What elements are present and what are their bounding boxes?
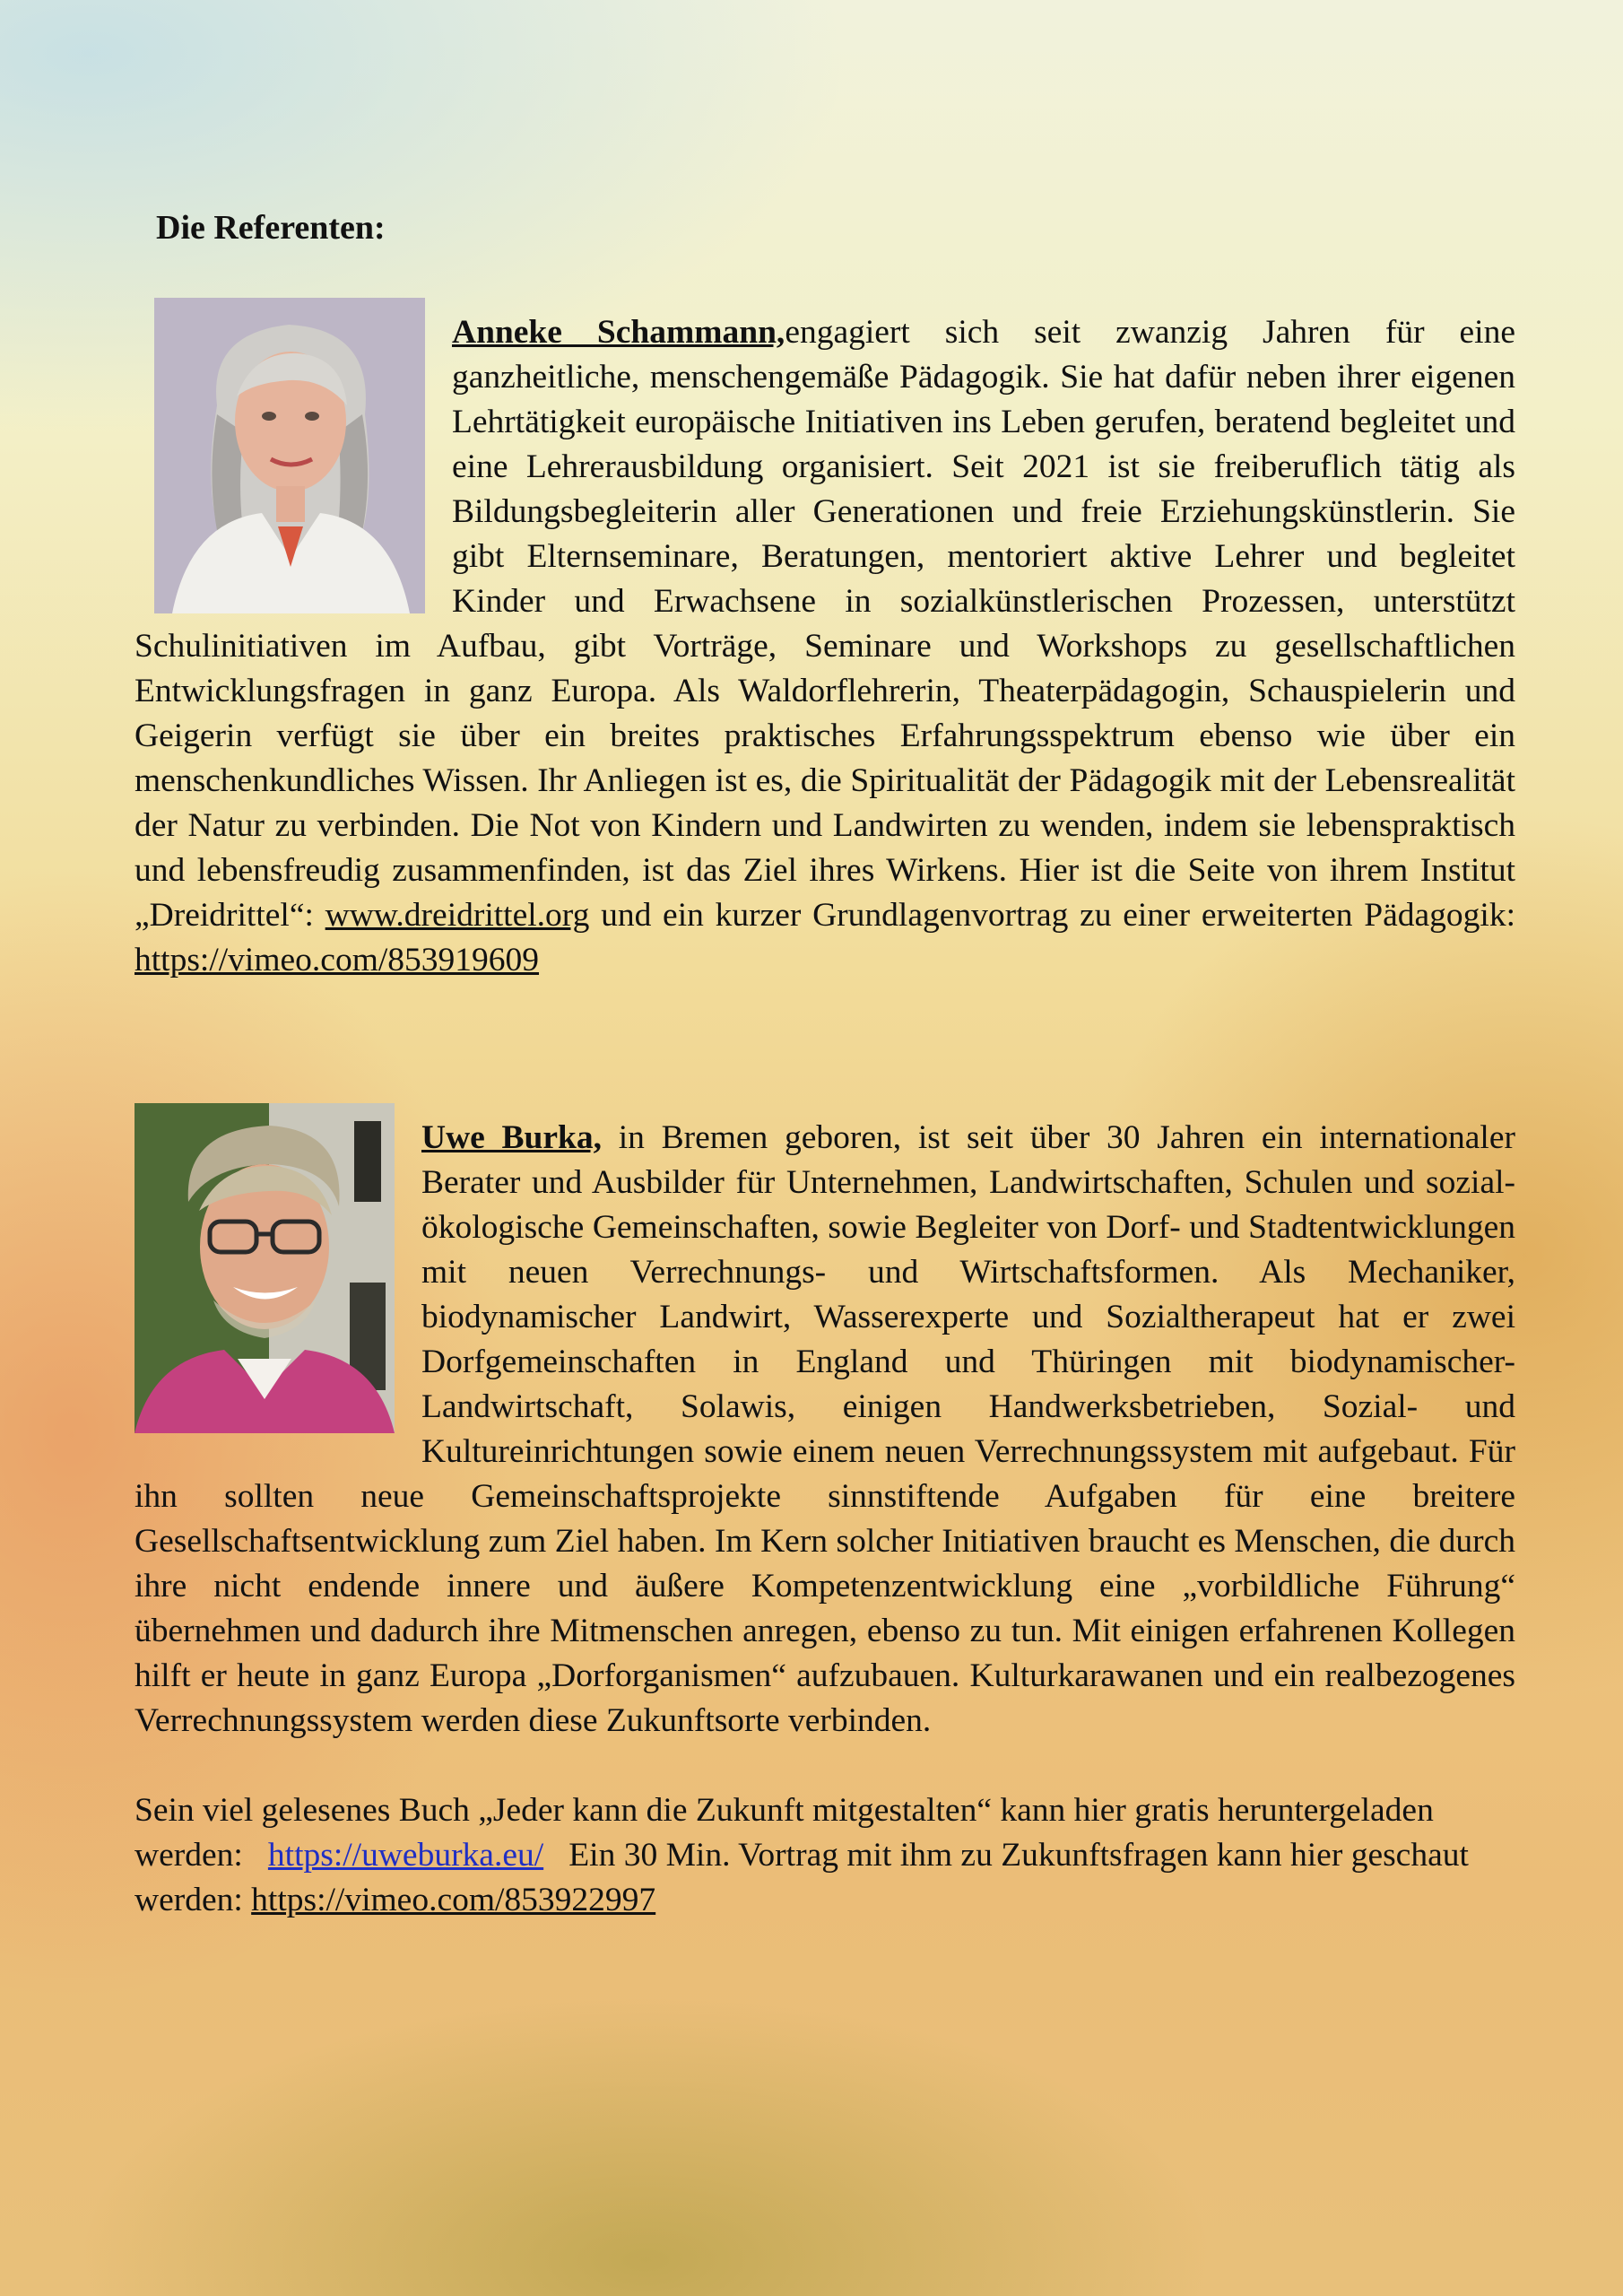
speaker-name-anneke: Anneke Schammann, — [452, 314, 785, 351]
speaker-extra-uwe — [135, 1788, 1515, 1923]
speaker-extra-text-2: Ein 30 Min. Vortrag mit ihm zu Zukunftsfragen kann hier geschaut werden: — [135, 1837, 1478, 1918]
speaker-text-anneke: engagiert sich seit zwanzig Jahren für eine ganzheitliche, menschengemäße Pädagogik. Sie hat dafür neben ihrer eigenen Lehrtätigkeit europäische Initiativen ins Leben gerufen, beratend begleitet und eine Lehrerausbildung organisiert. Seit 2021 ist sie freiberuflich tätig als Bildungsbegleiterin aller Generationen und freie Erziehungskünstlerin. Sie gibt Elternseminare, Beratungen, mentoriert aktive Lehrer und begleitet Kinder und Erwachsene in sozialkünstlerischen Prozessen, unterstützt Schulinitiativen im Aufbau, gibt Vorträge, Seminare und Workshops zu gesellschaftlichen Entwicklungsfragen in ganz Europa. Als Waldorflehrerin, Theaterpädagogin, Schauspielerin und Geigerin verfügt sie über ein breites praktisches Erfahrungsspektrum ebenso wie über ein menschenkundliches Wissen. Ihr Anliegen ist es, die Spiritualität der Pädagogik mit der Lebensrealität der Natur zu verbinden. Die Not von Kindern und Landwirten zu wenden, indem sie lebenspraktisch und lebensfreudig zusammenfinden, ist das Ziel ihres Wirkens. Hier ist die Seite von ihrem Institut „Dreidrittel“: — [135, 314, 1515, 934]
section-heading: Die Referenten: — [156, 209, 386, 247]
link-vimeo-uwe[interactable]: https://vimeo.com/853922997 — [251, 1882, 656, 1918]
speaker-bio-anneke — [135, 310, 1515, 983]
link-vimeo-anneke[interactable]: https://vimeo.com/853919609 — [135, 942, 540, 978]
link-uweburka[interactable]: https://uweburka.eu/ — [267, 1837, 544, 1874]
speaker-text-uwe: in Bremen geboren, ist seit über 30 Jahren ein internationaler Berater und Ausbilder für Unternehmen, Landwirtschaften, Schulen und sozial-ökologische Gemeinschaften, sowie Begleiter von Dorf- und Stadtentwicklungen mit neuen Verrechnungs- und Wirtschaftsformen. Als Mechaniker, biodynamischer Landwirt, Wasserexperte und Sozialtherapeut hat er zwei Dorfgemeinschaften in England und Thüringen mit biodynamischer-Landwirtschaft, Solawis, einigen Handwerksbetrieben, Sozial- und Kultureinrichtungen sowie einem neuen Verrechnungssystem mit aufgebaut. Für ihn sollten neue Gemeinschaftsprojekte sinnstiftende Aufgaben für eine breitere Gesellschaftsentwicklung zum Ziel haben. Im Kern solcher Initiativen braucht es Menschen, die durch ihre nicht endende innere und äußere Kompetenzentwicklung eine „vorbildliche Führung“ übernehmen und dadurch ihre Mitmenschen anregen, ebenso zu tun. Mit einigen erfahrenen Kollegen hilft er heute in ganz Europa „Dorforganismen“ aufzubauen. Kulturkarawanen und ein realbezogenes Verrechnungssystem werden diese Zukunftsorte verbinden. — [135, 1119, 1515, 1739]
speaker-photo-uwe — [135, 1103, 395, 1433]
speaker-text-anneke-mid: und ein kurzer Grundlagenvortrag zu einer erweiterten Pädagogik: — [589, 897, 1515, 934]
speaker-extra-text-1: Sein viel gelesenes Buch „Jeder kann die Zukunft mitgestalten“ kann hier gratis heruntergeladen werden: — [135, 1792, 1443, 1874]
speaker-name-uwe: Uwe Burka, — [421, 1119, 602, 1156]
speaker-photo-anneke — [154, 298, 425, 613]
link-dreidrittel[interactable]: www.dreidrittel.org — [325, 897, 590, 934]
speaker-bio-uwe — [135, 1116, 1515, 1744]
